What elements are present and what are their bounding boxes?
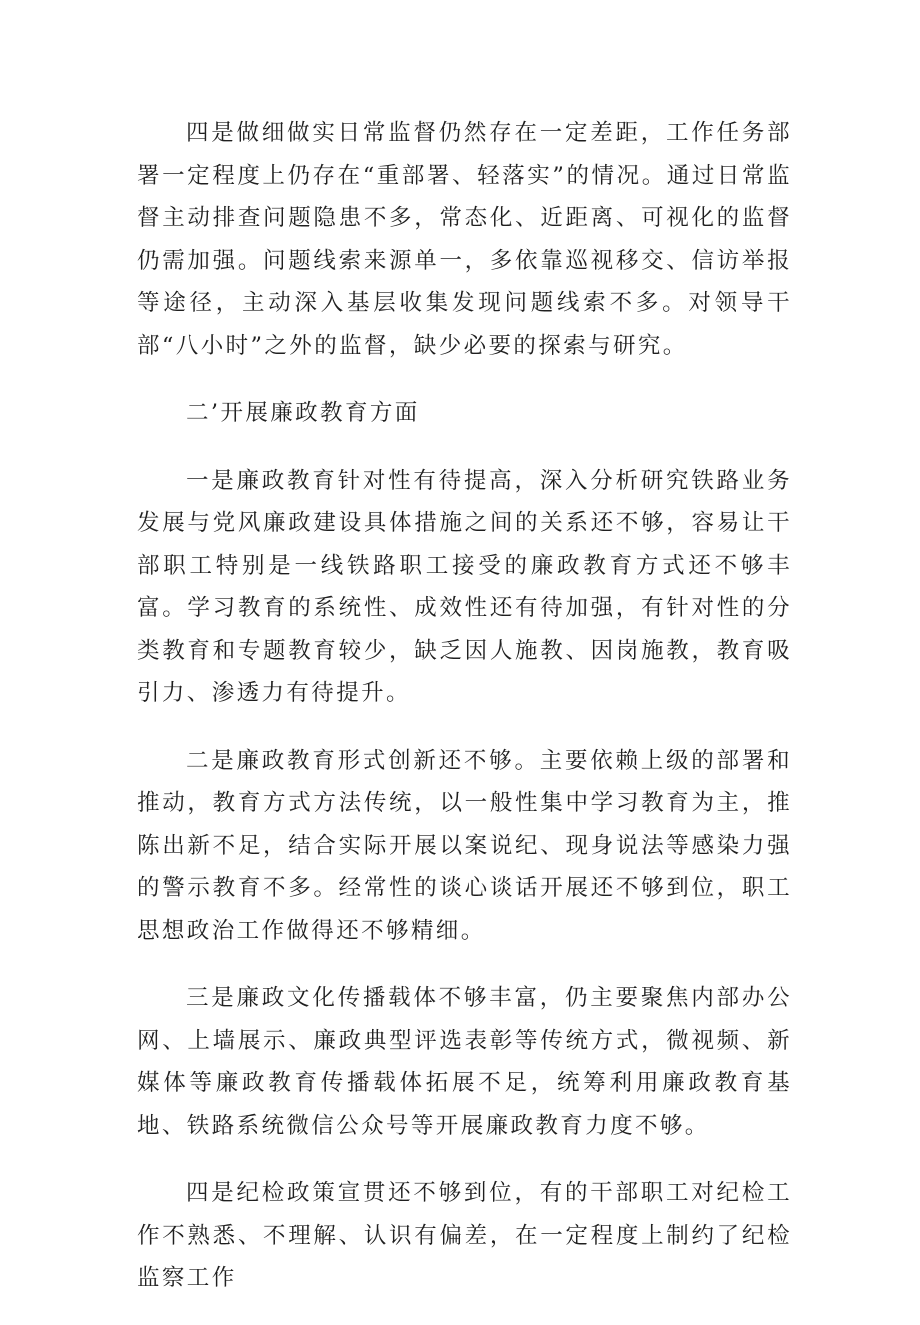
- paragraph-daily-supervision: 四是做细做实日常监督仍然存在一定差距，工作任务部署一定程度上仍存在“重部署、轻落实”的情况。通过日常监督主动排查问题隐患不多，常态化、近距离、可视化的监督仍需加强。问题线索来源单一，多依靠巡视移交、信访举报等途径，主动深入基层收集发现问题线索不多。对领导干部“八小时”之外的监督，缺少必要的探索与研究。: [137, 120, 792, 359]
- document-body: [137, 112, 792, 1325]
- paragraph-policy-publicity: 四是纪检政策宣贯还不够到位，有的干部职工对纪检工作不熟悉、不理解、认识有偏差，在一定程度上制约了纪检监察工作: [137, 1180, 792, 1291]
- paragraph-culture-carriers: 三是廉政文化传播载体不够丰富，仍主要聚焦内部办公网、上墙展示、廉政典型评选表彰等传统方式，微视频、新媒体等廉政教育传播载体拓展不足，统筹利用廉政教育基地、铁路系统微信公众号等开展廉政教育力度不够。: [137, 985, 792, 1139]
- section-heading-integrity-education: 二’开展廉政教育方面: [186, 400, 420, 426]
- paragraph-education-targeting: 一是廉政教育针对性有待提高，深入分析研究铁路业务发展与党风廉政建设具体措施之间的关系还不够，容易让干部职工特别是一线铁路职工接受的廉政教育方式还不够丰富。学习教育的系统性、成效性还有待加强，有针对性的分类教育和专题教育较少，缺乏因人施教、因岗施教，教育吸引力、渗透力有待提升。: [137, 467, 792, 706]
- paragraph-education-innovation: 二是廉政教育形式创新还不够。主要依赖上级的部署和推动，教育方式方法传统，以一般性集中学习教育为主，推陈出新不足，结合实际开展以案说纪、现身说法等感染力强的警示教育不多。经常性的谈心谈话开展还不够到位，职工思想政治工作做得还不够精细。: [137, 747, 792, 944]
